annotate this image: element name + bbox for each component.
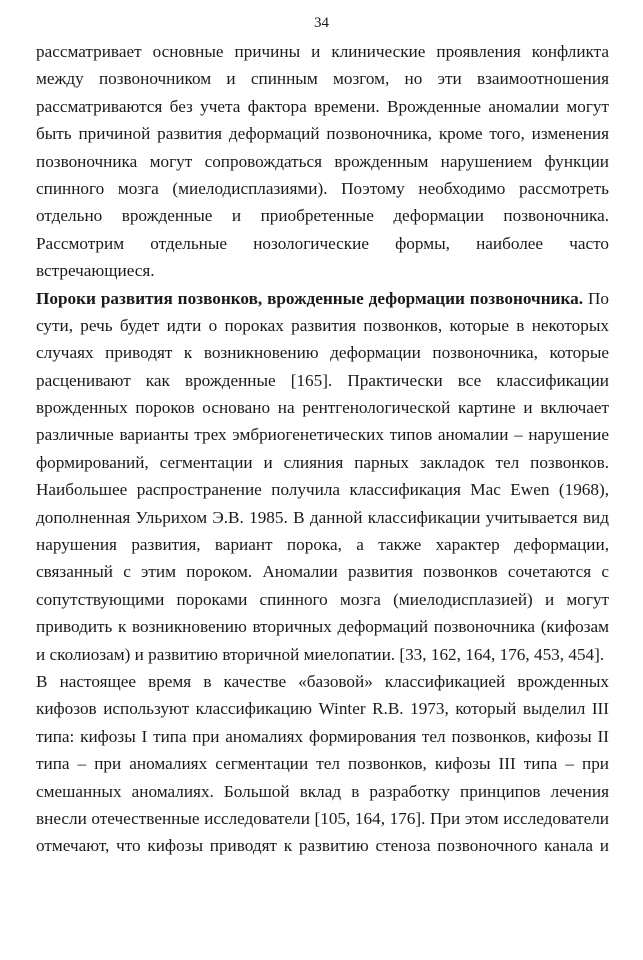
- text-line: сопутствующими пороками спинного мозга (миелодисплазией) и могут: [36, 589, 609, 609]
- text-line: случаях приводят к возникновению деформации позвоночника, которые: [36, 343, 609, 363]
- text-line: сути, речь будет идти о пороках развития позвонков, которые в некоторых: [36, 315, 609, 335]
- text-line: нарушения развития, вариант порока, а также характер деформации,: [36, 535, 609, 555]
- text-line: формирований, сегментации и слияния парных закладок тел позвонков.: [36, 452, 609, 472]
- text-line: быть причиной развития деформаций позвоночника, кроме того, изменения: [36, 124, 609, 144]
- section-heading-line: [36, 285, 609, 312]
- text-line: рассматриваются без учета фактора времени. Врожденные аномалии могут: [36, 96, 609, 116]
- text-line: Рассмотрим отдельные нозологические формы, наиболее часто: [36, 233, 609, 253]
- text-line: типа: кифозы I типа при аномалиях формирования тел позвонков, кифозы II: [36, 726, 609, 746]
- text-line: отдельно врожденные и приобретенные деформации позвоночника.: [36, 206, 609, 226]
- text-line: позвоночника могут сопровождаться врожденным нарушением функции: [36, 151, 609, 171]
- text-line: дополненная Ульрихом Э.В. 1985. В данной классификации учитывается вид: [36, 507, 609, 527]
- text-run: По: [583, 288, 609, 308]
- text-line: отмечают, что кифозы приводят к развитию стеноза позвоночного канала и: [36, 836, 609, 856]
- page-number: 34: [314, 15, 329, 31]
- text-line: расценивают как врожденные [165]. Практически все классификации: [36, 370, 609, 390]
- text-body: [36, 38, 609, 860]
- text-line: кифозов используют классификацию Winter R.B. 1973, который выделил III: [36, 699, 609, 719]
- text-line: врожденных пороков основано на рентгенологической картине и включает: [36, 398, 609, 418]
- text-line: спинного мозга (миелодисплазиями). Поэтому необходимо рассмотреть: [36, 178, 609, 198]
- text-line: различные варианты трех эмбриогенетических типов аномалии – нарушение: [36, 425, 609, 445]
- section-heading: Пороки развития позвонков, врожденные деформации позвоночника.: [36, 288, 584, 308]
- text-line: приводить к возникновению вторичных деформаций позвоночника (кифозам: [36, 617, 609, 637]
- text-line: встречающиеся.: [36, 261, 155, 281]
- text-line: смешанных аномалиях. Большой вклад в разработку принципов лечения: [36, 781, 609, 801]
- text-line: и сколиозам) и развитию вторичной миелопатии. [33, 162, 164, 176, 453, 454].: [36, 644, 605, 664]
- text-line: внесли отечественные исследователи [105, 164, 176]. При этом исследователи: [36, 808, 609, 828]
- text-line: Наибольшее распространение получила классификация Mac Ewen (1968),: [36, 480, 609, 500]
- text-line: между позвоночником и спинным мозгом, но эти взаимоотношения: [36, 69, 609, 89]
- text-line: рассматривает основные причины и клинические проявления конфликта: [36, 42, 609, 61]
- text-line: типа – при аномалиях сегментации тел позвонков, кифозы III типа – при: [36, 754, 609, 774]
- text-line: В настоящее время в качестве «базовой» классификацией врожденных: [36, 671, 609, 691]
- text-line: связанный с этим пороком. Аномалии развития позвонков сочетаются с: [36, 562, 609, 582]
